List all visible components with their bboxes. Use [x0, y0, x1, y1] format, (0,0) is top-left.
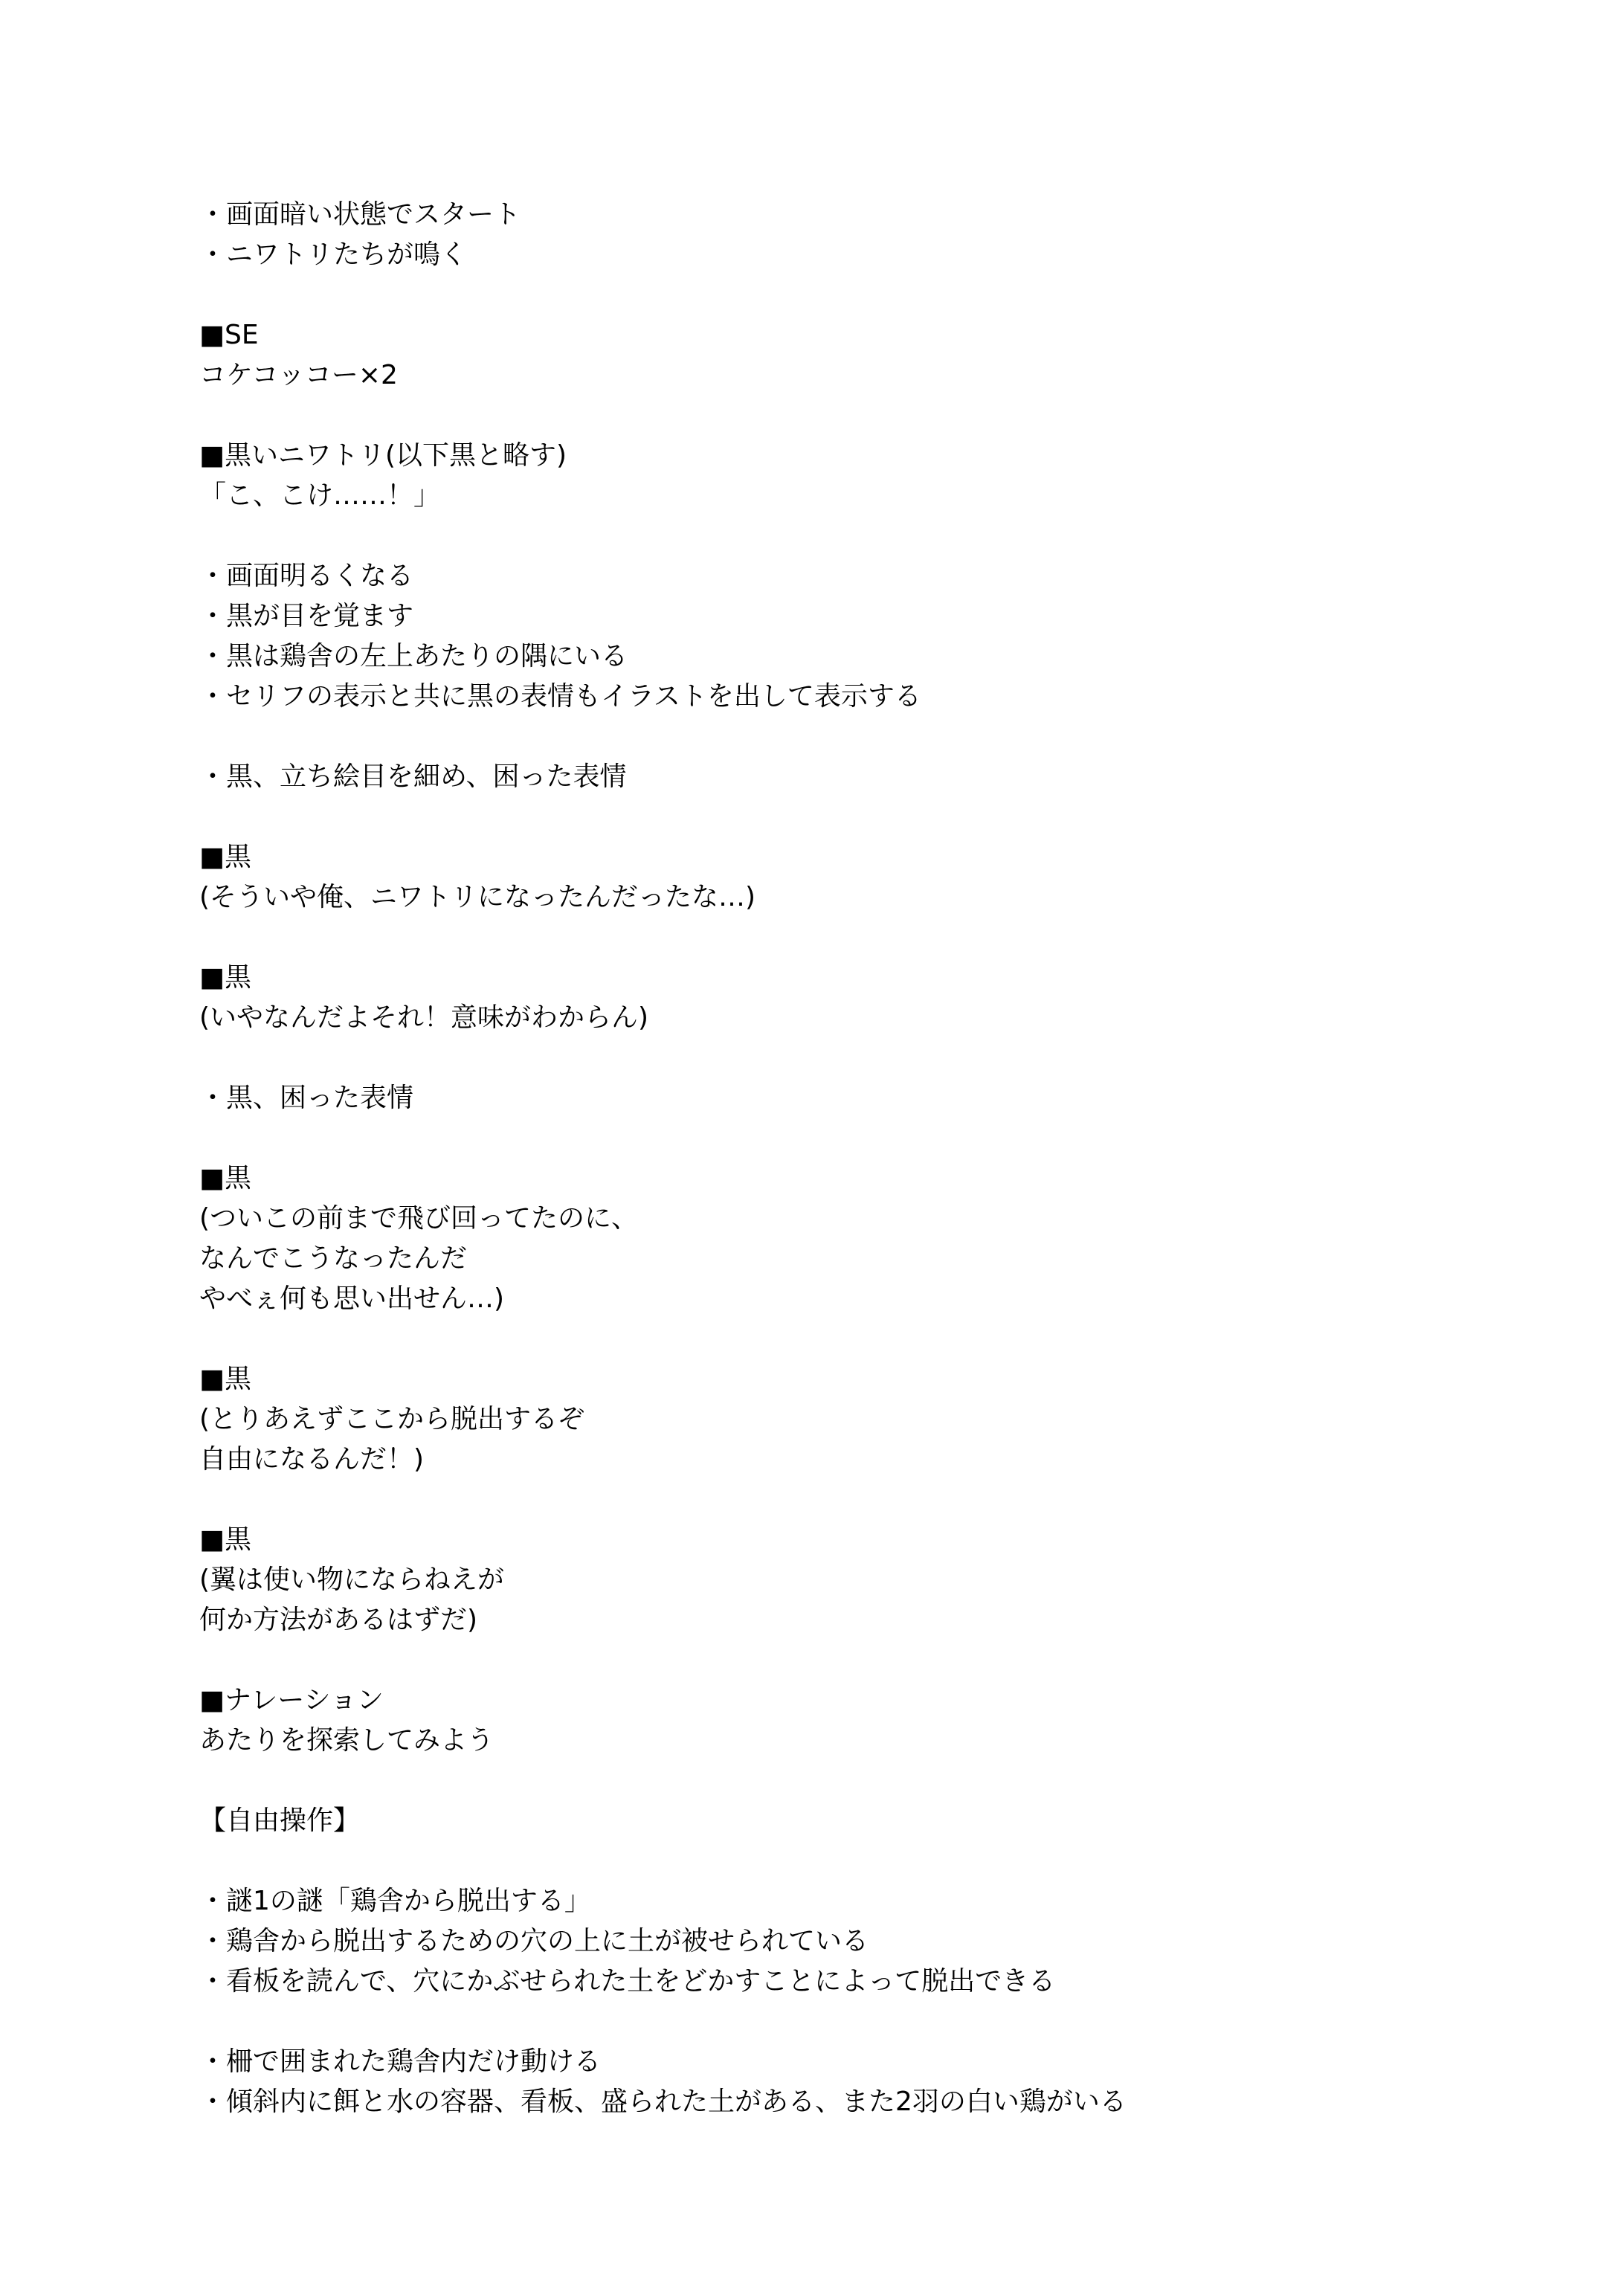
text-line: なんでこうなったんだ: [199, 1243, 468, 1274]
text-line: あたりを探索してみよう: [199, 1725, 494, 1756]
blank-line: [199, 717, 1538, 757]
text-line: ・画面暗い状態でスタート: [199, 199, 521, 230]
text-line: 「こ、こけ……！」: [199, 480, 441, 511]
text-line: コケコッコー×2: [199, 360, 398, 390]
text-line: ・鶏舎から脱出するための穴の上に土が被せられている: [199, 1926, 869, 1956]
text-line: ・セリフの表示と共に黒の表情もイラストを出して表示する: [199, 681, 921, 712]
text-line: ・黒が目を覚ます: [199, 601, 414, 631]
blank-line: [199, 275, 1538, 315]
text-line: (いやなんだよそれ！意味がわからん): [199, 1002, 649, 1033]
text-line: ・黒は鶏舎の左上あたりの隅にいる: [199, 641, 628, 671]
blank-line: [199, 516, 1538, 556]
blank-line: [199, 396, 1538, 436]
text-line: 何か方法があるはずだ): [199, 1605, 478, 1635]
text-line: ・黒、立ち絵目を細め、困った表情: [199, 761, 627, 792]
text-line: ■SE: [199, 320, 259, 350]
text-line: 【自由操作】: [199, 1805, 361, 1836]
blank-line: [199, 1761, 1538, 1801]
blank-line: [199, 1480, 1538, 1520]
document-body: [199, 195, 1538, 2122]
text-line: ■黒: [199, 842, 252, 872]
text-line: ■黒: [199, 962, 252, 993]
blank-line: [199, 2002, 1538, 2042]
text-line: ■黒: [199, 1524, 252, 1555]
text-line: ・黒、困った表情: [199, 1083, 414, 1113]
text-line: (そういや俺、ニワトリになったんだったな…): [199, 882, 756, 912]
blank-line: [199, 1319, 1538, 1359]
text-line: ・謎1の謎「鶏舎から脱出する」: [199, 1886, 591, 1916]
text-line: (とりあえずここから脱出するぞ: [199, 1404, 585, 1434]
blank-line: [199, 1038, 1538, 1078]
blank-line: [199, 1841, 1538, 1881]
text-line: ・傾斜内に餌と水の容器、看板、盛られた土がある、また2羽の白い鶏がいる: [199, 2087, 1127, 2117]
text-line: ■黒: [199, 1364, 252, 1394]
text-line: (翼は使い物にならねえが: [199, 1565, 505, 1595]
text-line: ・看板を読んで、穴にかぶせられた土をどかすことによって脱出できる: [199, 1966, 1056, 1997]
blank-line: [199, 797, 1538, 837]
text-line: やべぇ何も思い出せん…): [199, 1283, 505, 1314]
blank-line: [199, 918, 1538, 958]
text-line: ・ニワトリたちが鳴く: [199, 239, 468, 270]
text-line: 自由になるんだ！): [199, 1444, 425, 1475]
text-line: (ついこの前まで飛び回ってたのに、: [199, 1203, 639, 1234]
text-line: ・画面明るくなる: [199, 561, 414, 591]
text-line: ■黒いニワトリ(以下黒と略す): [199, 440, 567, 471]
text-line: ・柵で囲まれた鶏舎内だけ動ける: [199, 2046, 602, 2077]
text-line: ■ナレーション: [199, 1685, 384, 1715]
text-line: ■黒: [199, 1163, 252, 1193]
blank-line: [199, 1640, 1538, 1681]
blank-line: [199, 1118, 1538, 1159]
